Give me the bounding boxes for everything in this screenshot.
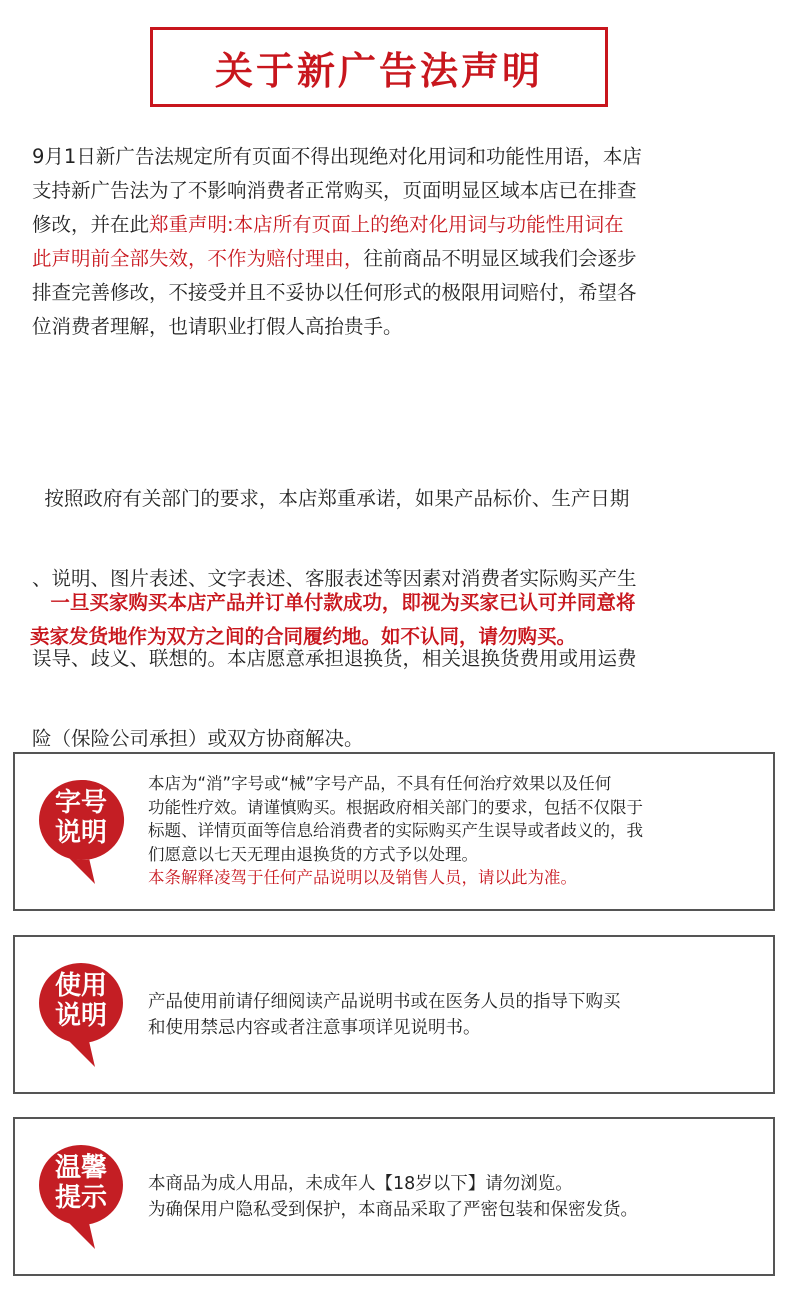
speech-bubble-icon <box>37 959 125 1069</box>
text-segment: 支持新广告法为了不影响消费者正常购买，页面明显区域本店已在排查 <box>32 179 637 202</box>
text-line: 一旦买家购买本店产品并订单付款成功，即视为买家已认可并同意将 <box>30 591 636 614</box>
speech-bubble-icon <box>37 1141 125 1251</box>
text-segment: 9月1日新广告法规定所有页面不得出现绝对化用词和功能性用语，本店 <box>32 145 642 168</box>
notice-text <box>148 1171 638 1223</box>
text-line: 和使用禁忌内容或者注意事项详见说明书。 <box>148 1018 481 1038</box>
notice-box-tips <box>13 1117 775 1276</box>
notice-box-brand-type <box>13 752 775 911</box>
text-line: 标题、详情页面等信息给消费者的实际购买产生误导或者歧义的，我 <box>148 821 643 840</box>
text-line: 产品使用前请仔细阅读产品说明书或在医务人员的指导下购买 <box>148 992 621 1012</box>
text-line: 本店为“消”字号或“械”字号产品，不具有任何治疗效果以及任何 <box>148 774 612 793</box>
text-line <box>32 242 642 276</box>
notice-box-usage <box>13 935 775 1094</box>
badge-text: 温馨 <box>54 1153 107 1183</box>
highlight-segment: 此声明前全部失效，不作为赔付理由， <box>32 247 364 270</box>
notice-text <box>148 989 621 1041</box>
text-line <box>32 174 642 208</box>
text-line <box>32 276 642 310</box>
badge-text: 说明 <box>54 818 107 848</box>
highlight-segment: 郑重声明:本店所有页面上的绝对化用词与功能性用词在 <box>149 213 624 236</box>
text-segment: 往前商品不明显区域我们会逐步 <box>363 247 637 270</box>
badge-text: 提示 <box>54 1183 107 1213</box>
text-line: 为确保用户隐私受到保护，本商品采取了严密包装和保密发货。 <box>148 1200 638 1220</box>
badge-text: 说明 <box>54 1001 107 1031</box>
text-line <box>32 208 642 242</box>
text-line: 卖家发货地作为双方之间的合同履约地。如不认同，请勿购买。 <box>30 625 577 648</box>
speech-bubble-icon <box>37 776 125 886</box>
statement-paragraph-1 <box>32 140 642 344</box>
badge-text: 字号 <box>54 788 107 818</box>
text-line: 按照政府有关部门的要求，本店郑重承诺，如果产品标价、生产日期 <box>32 487 630 510</box>
statement-paragraph-3 <box>30 586 635 654</box>
text-line: 、说明、图片表述、文字表述、客服表述等因素对消费者实际购买产生 <box>32 567 637 590</box>
text-segment: 排查完善修改，不接受并且不妥协以任何形式的极限用词赔付，希望各 <box>32 281 637 304</box>
text-segment: 修改，并在此 <box>32 213 150 236</box>
notice-text <box>148 772 643 890</box>
page-title: 关于新广告法声明 <box>214 48 543 93</box>
text-line <box>32 310 642 344</box>
text-line: 本商品为成人用品，未成年人【18岁以下】请勿浏览。 <box>148 1174 573 1194</box>
text-line: 功能性疗效。请谨慎购买。根据政府相关部门的要求，包括不仅限于 <box>148 797 643 817</box>
text-line: 们愿意以七天无理由退换货的方式予以处理。 <box>148 844 478 864</box>
text-segment: 位消费者理解，也请职业打假人高抬贵手。 <box>32 315 403 338</box>
text-line: 险（保险公司承担）或双方协商解决。 <box>32 727 364 750</box>
text-line: 误导、歧义、联想的。本店愿意承担退换货，相关退换货费用或用运费 <box>32 647 637 670</box>
text-line <box>32 140 642 174</box>
highlight-line: 本条解释凌驾于任何产品说明以及销售人员，请以此为准。 <box>148 868 577 887</box>
title-box <box>150 27 608 107</box>
badge-text: 使用 <box>54 971 107 1001</box>
